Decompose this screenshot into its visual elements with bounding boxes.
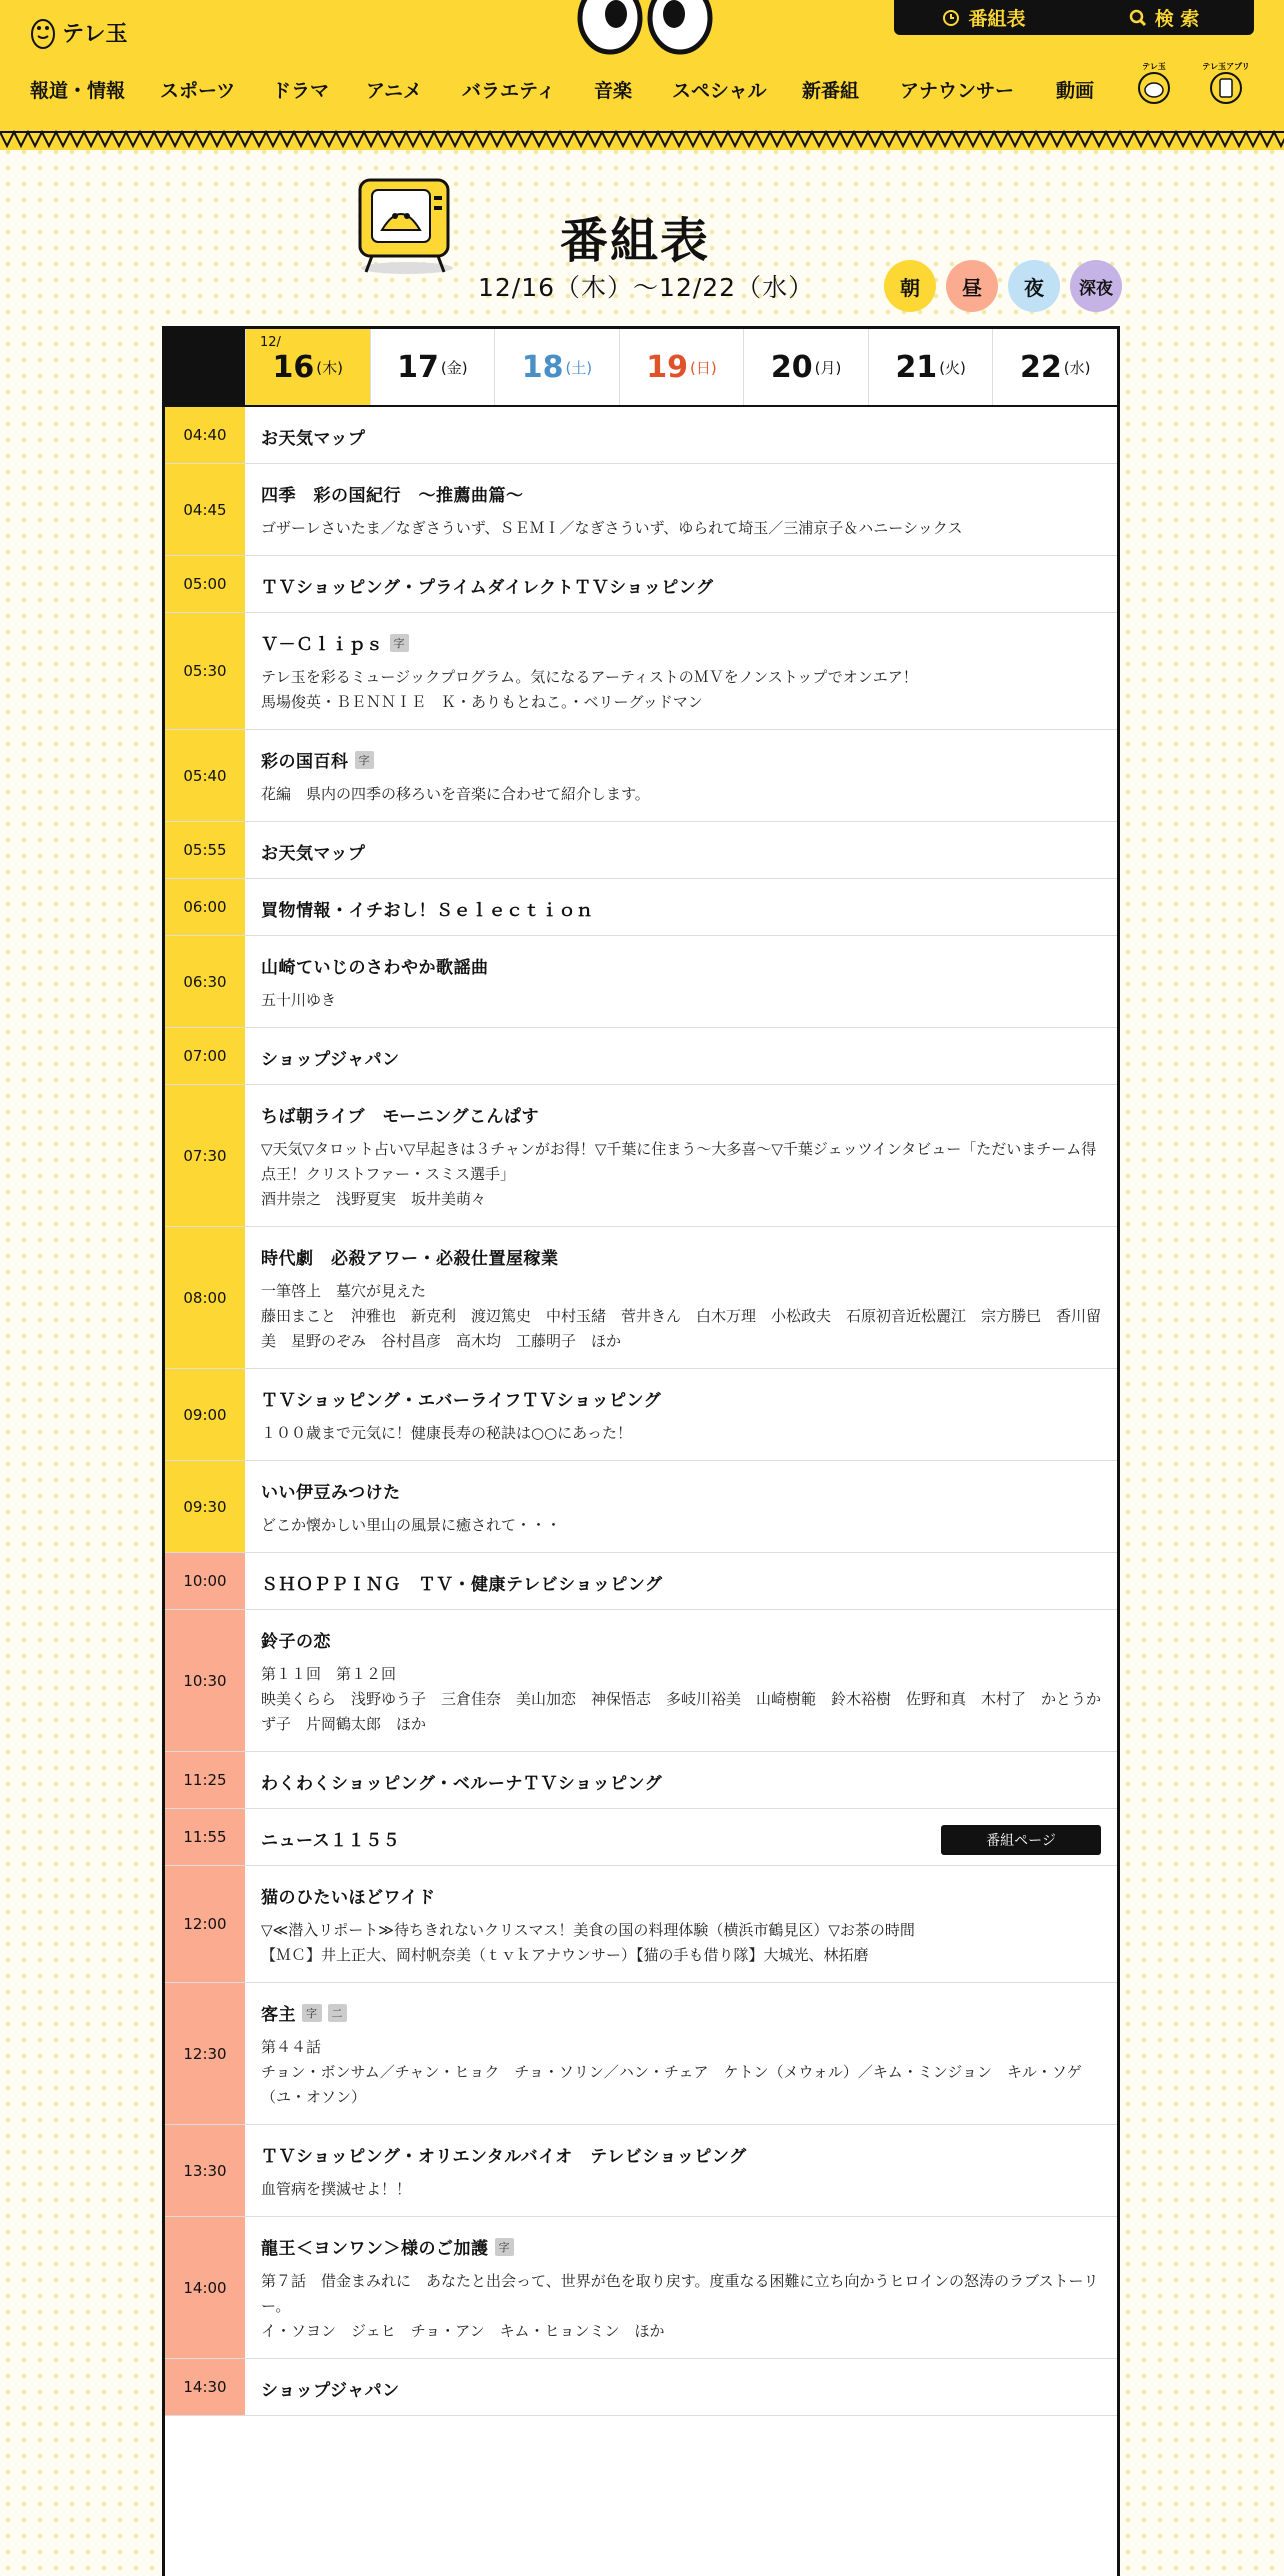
program-description-line: 第７話 借金まみれに あなたと出会って、世界が色を取り戻す。度重なる困難に立ち向かうヒロインの怒涛のラブストーリー。 bbox=[261, 2272, 1099, 2315]
program-badge: 字 bbox=[390, 634, 410, 652]
page-title: 番組表 bbox=[560, 213, 711, 269]
program-title-text[interactable]: 山崎ていじのさわやか歌謡曲 bbox=[261, 958, 489, 978]
program-description bbox=[261, 516, 1101, 541]
program-time: 10:00 bbox=[165, 1553, 245, 1609]
program-title-text[interactable]: Ｖ－Ｃｌｉｐｓ bbox=[261, 635, 384, 655]
program-row[interactable] bbox=[165, 936, 1117, 1028]
program-row[interactable] bbox=[165, 1085, 1117, 1227]
nav-item[interactable]: ドラマ bbox=[272, 80, 330, 102]
program-description bbox=[261, 782, 1101, 807]
program-description bbox=[261, 988, 1101, 1013]
tv-mascot-icon bbox=[352, 168, 462, 278]
svg-text:テレ玉: テレ玉 bbox=[1142, 62, 1166, 71]
schedule-table bbox=[162, 326, 1120, 2576]
program-body bbox=[245, 1227, 1117, 1368]
program-title[interactable] bbox=[261, 896, 1101, 921]
date-tab[interactable] bbox=[370, 329, 495, 405]
program-title[interactable] bbox=[261, 630, 1101, 655]
program-title-text[interactable]: いい伊豆みつけた bbox=[261, 1483, 401, 1503]
program-title[interactable] bbox=[261, 839, 1101, 864]
program-body bbox=[245, 1085, 1117, 1226]
program-row[interactable] bbox=[165, 1866, 1117, 1983]
date-day: 18 bbox=[521, 349, 564, 385]
program-body bbox=[245, 822, 1117, 878]
program-badge: 字 bbox=[355, 751, 375, 769]
program-title[interactable] bbox=[261, 1570, 1101, 1595]
program-description-line: 五十川ゆき bbox=[261, 991, 337, 1009]
nav-item[interactable]: 動画 bbox=[1056, 80, 1095, 102]
program-body bbox=[245, 936, 1117, 1027]
program-body bbox=[245, 879, 1117, 935]
date-day: 17 bbox=[397, 349, 439, 385]
program-title[interactable] bbox=[261, 424, 1101, 449]
search-button[interactable] bbox=[1074, 0, 1254, 35]
program-title[interactable] bbox=[261, 1045, 1101, 1070]
program-description bbox=[261, 2177, 1101, 2202]
date-tab[interactable] bbox=[743, 329, 868, 405]
program-time: 12:00 bbox=[165, 1866, 245, 1982]
program-title-text[interactable]: わくわくショッピング・ベルーナＴＶショッピング bbox=[261, 1774, 663, 1794]
program-description-line: 藤田まこと 沖雅也 新克利 渡辺篤史 中村玉緒 菅井きん 白木万理 小松政夫 石原初音近松麗江 宗方勝巳 香川留美 星野のぞみ 谷村昌彦 高木均 工藤明子 ほか bbox=[261, 1307, 1102, 1350]
program-badge: 字 bbox=[495, 2238, 515, 2256]
program-time: 05:00 bbox=[165, 556, 245, 612]
program-body bbox=[245, 613, 1117, 729]
program-description-line: どこか懐かしい里山の風景に癒されて・・・ bbox=[261, 1516, 562, 1534]
date-weekday: (水) bbox=[1063, 358, 1091, 377]
program-title[interactable] bbox=[261, 2234, 1101, 2259]
program-description bbox=[261, 1918, 1101, 1968]
program-title[interactable] bbox=[261, 2142, 1101, 2167]
program-description-line: １００歳まで元気に！健康長寿の秘訣は○○にあった！ bbox=[261, 1424, 633, 1442]
program-time: 10:30 bbox=[165, 1610, 245, 1751]
app-badge-icon[interactable] bbox=[1202, 60, 1250, 106]
program-body bbox=[245, 1752, 1117, 1808]
program-body bbox=[245, 1809, 1117, 1865]
program-title[interactable] bbox=[261, 1478, 1101, 1503]
program-row[interactable] bbox=[165, 1227, 1117, 1369]
program-title-text[interactable]: お天気マップ bbox=[261, 844, 366, 864]
date-day: 20 bbox=[770, 349, 813, 385]
program-body bbox=[245, 2359, 1117, 2415]
header-zigzag-edge bbox=[0, 132, 1284, 152]
time-button[interactable]: 夜 bbox=[1008, 260, 1060, 312]
nav-item[interactable]: スポーツ bbox=[160, 80, 236, 102]
date-tab[interactable] bbox=[619, 329, 744, 405]
program-row[interactable] bbox=[165, 2359, 1117, 2416]
program-time: 11:55 bbox=[165, 1809, 245, 1865]
program-title[interactable] bbox=[261, 1883, 1101, 1908]
program-description-line: ▽天気▽タロット占い▽早起きは３チャンがお得！▽千葉に住まう～大多喜～▽千葉ジェッツインタビュー「ただいまチーム得点王！クリストファー・スミス選手」 bbox=[261, 1140, 1097, 1183]
program-row[interactable] bbox=[165, 1028, 1117, 1085]
program-description-line: イ・ソヨン ジェヒ チョ・アン キム・ヒョンミン ほか bbox=[261, 2322, 665, 2340]
date-corner bbox=[165, 329, 245, 405]
program-description bbox=[261, 1279, 1101, 1354]
program-row[interactable] bbox=[165, 2125, 1117, 2217]
nav-item[interactable]: バラエティ bbox=[462, 80, 556, 102]
tama-mascot-icon bbox=[30, 14, 56, 50]
program-body bbox=[245, 556, 1117, 612]
program-description-line: 第１１回 第１２回 bbox=[261, 1665, 397, 1683]
program-time: 14:00 bbox=[165, 2217, 245, 2358]
time-of-day-buttons bbox=[884, 260, 1122, 312]
program-time: 11:25 bbox=[165, 1752, 245, 1808]
program-description bbox=[261, 665, 1101, 715]
program-title-text[interactable]: ＴＶショッピング・プライムダイレクトＴＶショッピング bbox=[261, 578, 714, 598]
clock-icon bbox=[942, 9, 960, 27]
program-row[interactable] bbox=[165, 1809, 1117, 1866]
top-utility-bar bbox=[894, 0, 1254, 35]
program-page-button[interactable]: 番組ページ bbox=[941, 1825, 1101, 1855]
program-body bbox=[245, 1369, 1117, 1460]
site-header bbox=[0, 0, 1284, 150]
program-title[interactable] bbox=[261, 1627, 1101, 1652]
program-description-line: 花編 県内の四季の移ろいを音楽に合わせて紹介します。 bbox=[261, 785, 650, 803]
program-title-text[interactable]: 四季 彩の国紀行 ～推薦曲篇～ bbox=[261, 486, 524, 506]
program-row[interactable] bbox=[165, 1983, 1117, 2125]
program-description-line: 【ＭＣ】井上正大、岡村帆奈美（ｔｖｋアナウンサー）【猫の手も借り隊】大城光、林拓磨 bbox=[261, 1946, 869, 1964]
program-badge: 二 bbox=[328, 2004, 348, 2022]
time-button[interactable]: 昼 bbox=[946, 260, 998, 312]
date-month: 12/ bbox=[260, 335, 281, 350]
program-title[interactable] bbox=[261, 747, 1101, 772]
program-title-text[interactable]: 鈴子の恋 bbox=[261, 1632, 331, 1652]
program-body bbox=[245, 2217, 1117, 2358]
program-row[interactable] bbox=[165, 1752, 1117, 1809]
program-time: 07:00 bbox=[165, 1028, 245, 1084]
search-icon bbox=[1129, 9, 1147, 27]
nav-item[interactable]: アニメ bbox=[366, 80, 423, 102]
program-list bbox=[165, 407, 1117, 2416]
program-title-text[interactable]: 時代劇 必殺アワー・必殺仕置屋稼業 bbox=[261, 1249, 559, 1269]
program-row[interactable] bbox=[165, 1461, 1117, 1553]
program-body bbox=[245, 464, 1117, 555]
date-header-row bbox=[165, 329, 1117, 407]
program-description-line: 血管病を撲滅せよ！！ bbox=[261, 2180, 412, 2198]
program-title[interactable] bbox=[261, 1769, 1101, 1794]
program-body bbox=[245, 1553, 1117, 1609]
date-tab[interactable] bbox=[245, 329, 370, 405]
program-title[interactable] bbox=[261, 1102, 1101, 1127]
program-title[interactable] bbox=[261, 953, 1101, 978]
program-row[interactable] bbox=[165, 822, 1117, 879]
program-description bbox=[261, 2269, 1101, 2344]
program-title-text[interactable]: ちば朝ライブ モーニングこんぱす bbox=[261, 1107, 539, 1127]
program-time: 08:00 bbox=[165, 1227, 245, 1368]
program-title[interactable] bbox=[261, 573, 1101, 598]
date-weekday: (金) bbox=[440, 358, 468, 377]
program-row[interactable] bbox=[165, 2217, 1117, 2359]
date-weekday: (火) bbox=[939, 358, 966, 377]
date-day: 16 bbox=[272, 349, 315, 385]
program-title-text[interactable]: ニュース１１５５ bbox=[261, 1831, 401, 1851]
page-title-area bbox=[0, 160, 1284, 320]
program-time: 13:30 bbox=[165, 2125, 245, 2216]
site-logo[interactable] bbox=[30, 14, 128, 50]
program-row[interactable] bbox=[165, 730, 1117, 822]
program-time: 12:30 bbox=[165, 1983, 245, 2124]
program-time: 07:30 bbox=[165, 1085, 245, 1226]
program-body bbox=[245, 1866, 1117, 1982]
program-title-text[interactable]: お天気マップ bbox=[261, 429, 366, 449]
program-description-line: 第４４話 bbox=[261, 2038, 322, 2056]
program-description-line: 映美くらら 浅野ゆう子 三倉佳奈 美山加恋 神保悟志 多岐川裕美 山崎樹範 鈴木裕樹 佐野和真 木村了 かとうかず子 片岡鶴太郎 ほか bbox=[261, 1690, 1102, 1733]
program-title-text[interactable]: 龍王＜ヨンワン＞様のご加護 bbox=[261, 2239, 489, 2259]
program-description bbox=[261, 1137, 1101, 1212]
date-day: 21 bbox=[895, 349, 938, 385]
program-title-text[interactable]: ＳＨＯＰＰＩＮＧ ＴＶ・健康テレビショッピング bbox=[261, 1575, 663, 1595]
program-title-text[interactable]: ＴＶショッピング・オリエンタルバイオ テレビショッピング bbox=[261, 2147, 747, 2167]
date-tab[interactable] bbox=[494, 329, 619, 405]
program-time: 09:30 bbox=[165, 1461, 245, 1552]
program-row[interactable] bbox=[165, 464, 1117, 556]
program-guide-button[interactable] bbox=[894, 0, 1074, 35]
program-title-text[interactable]: ショップジャパン bbox=[261, 1050, 400, 1070]
nav-item[interactable]: 報道・情報 bbox=[30, 80, 126, 102]
logo-text: テレ玉 bbox=[62, 21, 128, 47]
date-day: 22 bbox=[1020, 349, 1062, 385]
program-title[interactable] bbox=[261, 2376, 1101, 2401]
program-time: 05:55 bbox=[165, 822, 245, 878]
program-description-line: 酒井崇之 浅野夏実 坂井美萌々 bbox=[261, 1190, 487, 1208]
program-description-line: ゴザーレさいたま／なぎさういず、ＳＥＭＩ／なぎさういず、ゆられて埼玉／三浦京子＆ハニーシックス bbox=[261, 519, 963, 537]
program-row[interactable] bbox=[165, 556, 1117, 613]
program-row[interactable] bbox=[165, 1369, 1117, 1461]
program-title-text[interactable]: 猫のひたいほどワイド bbox=[261, 1888, 436, 1908]
date-tab[interactable] bbox=[992, 329, 1117, 405]
program-title[interactable] bbox=[261, 2000, 1101, 2025]
mascot-eyes-icon bbox=[570, 0, 720, 60]
date-weekday: (月) bbox=[814, 358, 842, 377]
date-day: 19 bbox=[646, 349, 689, 385]
program-time: 05:40 bbox=[165, 730, 245, 821]
program-time: 05:30 bbox=[165, 613, 245, 729]
program-row[interactable] bbox=[165, 879, 1117, 936]
program-title-text[interactable]: ショップジャパン bbox=[261, 2381, 400, 2401]
date-tab[interactable] bbox=[868, 329, 993, 405]
program-description-line: 一筆啓上 墓穴が見えた bbox=[261, 1282, 427, 1300]
program-row[interactable] bbox=[165, 407, 1117, 464]
program-body bbox=[245, 2125, 1117, 2216]
program-row[interactable] bbox=[165, 1553, 1117, 1610]
program-description bbox=[261, 2035, 1101, 2110]
program-description-line: 馬場俊英・ＢＥＮＮＩＥ Ｋ・ありもとねこ。・ベリーグッドマン bbox=[261, 693, 703, 711]
program-body bbox=[245, 1610, 1117, 1751]
program-row[interactable] bbox=[165, 1610, 1117, 1752]
program-body bbox=[245, 730, 1117, 821]
program-body bbox=[245, 1461, 1117, 1552]
program-title-text[interactable]: 買物情報・イチおし！Ｓｅｌｅｃｔｉｏｎ bbox=[261, 901, 594, 921]
time-button[interactable]: 深夜 bbox=[1070, 260, 1122, 312]
program-description bbox=[261, 1513, 1101, 1538]
svg-text:テレ玉アプリ: テレ玉アプリ bbox=[1202, 62, 1250, 71]
nav-item[interactable]: 新番組 bbox=[802, 80, 860, 102]
date-weekday: (日) bbox=[690, 358, 717, 377]
program-time: 06:30 bbox=[165, 936, 245, 1027]
program-body bbox=[245, 1983, 1117, 2124]
program-description-line: ▽≪潜入リポート≫待ちきれないクリスマス！美食の国の料理体験（横浜市鶴見区）▽お茶の時間 bbox=[261, 1921, 915, 1939]
nav-item[interactable]: 音楽 bbox=[594, 80, 633, 102]
program-guide-label: 番組表 bbox=[968, 8, 1026, 30]
nav-item[interactable]: スペシャル bbox=[672, 80, 767, 102]
program-title[interactable] bbox=[261, 1244, 1101, 1269]
date-weekday: (土) bbox=[565, 358, 593, 377]
program-time: 14:30 bbox=[165, 2359, 245, 2415]
program-body bbox=[245, 407, 1117, 463]
program-title-text[interactable]: 彩の国百科 bbox=[261, 752, 349, 772]
program-title-text[interactable]: ＴＶショッピング・エバーライフＴＶショッピング bbox=[261, 1391, 662, 1411]
tvtama-badge-icon[interactable] bbox=[1134, 60, 1174, 106]
program-description-line: テレ玉を彩るミュージックプログラム。気になるアーティストのＭＶをノンストップでオンエア！ bbox=[261, 668, 918, 686]
program-body bbox=[245, 1028, 1117, 1084]
program-description bbox=[261, 1421, 1101, 1446]
program-time: 04:45 bbox=[165, 464, 245, 555]
program-title-text[interactable]: 客主 bbox=[261, 2005, 296, 2025]
time-button[interactable]: 朝 bbox=[884, 260, 936, 312]
program-badge: 字 bbox=[302, 2004, 322, 2022]
program-time: 04:40 bbox=[165, 407, 245, 463]
date-weekday: (木) bbox=[316, 358, 344, 377]
program-title[interactable] bbox=[261, 1386, 1101, 1411]
program-title[interactable] bbox=[261, 481, 1101, 506]
program-description-line: チョン・ボンサム／チャン・ヒョク チョ・ソリン／ハン・チェア ケトン（メウォル）／キム・ミンジョン キル・ソゲ（ユ・オソン） bbox=[261, 2063, 1082, 2106]
program-time: 09:00 bbox=[165, 1369, 245, 1460]
date-range: 12/16（木）〜12/22（水） bbox=[478, 273, 815, 302]
nav-item[interactable]: アナウンサー bbox=[900, 80, 1015, 102]
program-time: 06:00 bbox=[165, 879, 245, 935]
program-description bbox=[261, 1662, 1101, 1737]
search-label: 検 索 bbox=[1154, 8, 1200, 30]
program-row[interactable] bbox=[165, 613, 1117, 730]
